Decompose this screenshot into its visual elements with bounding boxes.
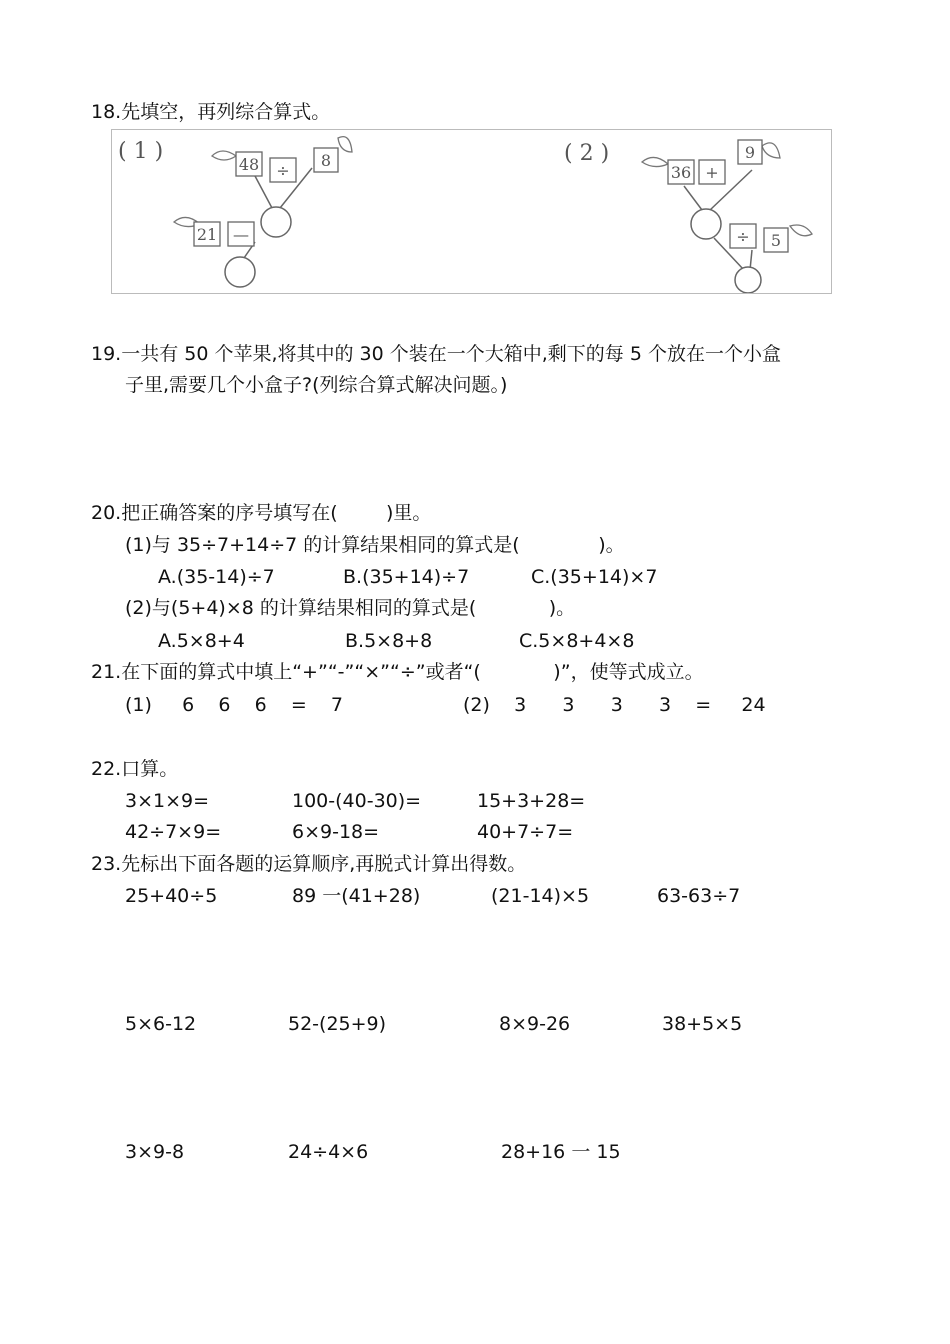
q21-equation-2: (2) 3 3 3 3 = 24 [463, 694, 766, 716]
q18-apple-tree-figure [111, 129, 832, 294]
q20-part2-option-b: B.5×8+8 [345, 630, 433, 652]
q23-item: 52-(25+9) [288, 1013, 387, 1035]
q23-item: 8×9-26 [499, 1013, 571, 1035]
q22-item: 3×1×9= [125, 790, 210, 812]
q22-item: 40+7÷7= [477, 821, 574, 843]
leaf-icon [212, 151, 236, 160]
q23-title: 23.先标出下面各题的运算顺序,再脱式计算出得数。 [91, 853, 527, 875]
q23-item: 63-63÷7 [657, 885, 741, 907]
q18-part2-bottom-op: ÷ [736, 227, 750, 246]
q21-title: 21.在下面的算式中填上“+”“-”“×”“÷”或者“( )”，使等式成立。 [91, 661, 704, 683]
q18-part1-top-right: 8 [320, 151, 332, 170]
q19-line2: 子里,需要几个小盒子?(列综合算式解决问题。) [125, 374, 508, 396]
q18-part1-bottom-left: 21 [196, 225, 218, 244]
q20-part2: (2)与(5+4)×8 的计算结果相同的算式是( )。 [125, 597, 576, 619]
q20-part2-option-a: A.5×8+4 [158, 630, 245, 652]
q22-item: 42÷7×9= [125, 821, 222, 843]
q23-item: 89 一(41+28) [292, 885, 421, 907]
apple-icon [735, 267, 761, 293]
q23-item: 24÷4×6 [288, 1141, 369, 1163]
q20-part1-option-a: A.(35-14)÷7 [158, 566, 275, 588]
leaf-icon [762, 143, 780, 158]
q18-title: 18.先填空，再列综合算式。 [91, 101, 331, 123]
q18-part1-top-left: 48 [238, 155, 260, 174]
q23-item: 28+16 一 15 [501, 1141, 621, 1163]
q22-title: 22.口算。 [91, 758, 179, 780]
leaf-icon [790, 225, 812, 236]
q18-part2-diagram [564, 140, 812, 293]
leaf-icon [338, 137, 352, 152]
q23-item: 5×6-12 [125, 1013, 197, 1035]
q19-line1: 19.一共有 50 个苹果,将其中的 30 个装在一个大箱中,剩下的每 5 个放在一个小盒 [91, 343, 781, 365]
q21-equation-1: (1) 6 6 6 = 7 [125, 694, 344, 716]
q22-item: 15+3+28= [477, 790, 586, 812]
q18-part1-top-op: ÷ [276, 161, 290, 180]
q22-item: 100-(40-30)= [292, 790, 422, 812]
q23-item: 38+5×5 [662, 1013, 743, 1035]
q20-title: 20.把正确答案的序号填写在( )里。 [91, 502, 432, 524]
apple-icon [225, 257, 255, 287]
q18-part1-bottom-op: — [233, 225, 249, 244]
q18-part2-top-right: 9 [744, 143, 756, 162]
q23-item: 25+40÷5 [125, 885, 218, 907]
q18-part2-bottom-right: 5 [770, 231, 782, 250]
q23-item: (21-14)×5 [491, 885, 590, 907]
q20-part1-option-b: B.(35+14)÷7 [343, 566, 470, 588]
q18-part2-top-op: + [705, 163, 719, 182]
q22-item: 6×9-18= [292, 821, 380, 843]
q18-part2-top-left: 36 [670, 163, 692, 182]
apple-icon [261, 207, 291, 237]
q20-part1: (1)与 35÷7+14÷7 的计算结果相同的算式是( )。 [125, 534, 625, 556]
q18-part2-label: ( 2 ) [564, 141, 610, 166]
q18-part1-diagram [118, 137, 352, 287]
apple-icon [691, 209, 721, 239]
q20-part2-option-c: C.5×8+4×8 [519, 630, 635, 652]
q23-item: 3×9-8 [125, 1141, 185, 1163]
q18-part1-label: ( 1 ) [118, 139, 164, 164]
leaf-icon [642, 157, 668, 166]
q20-part1-option-c: C.(35+14)×7 [531, 566, 658, 588]
